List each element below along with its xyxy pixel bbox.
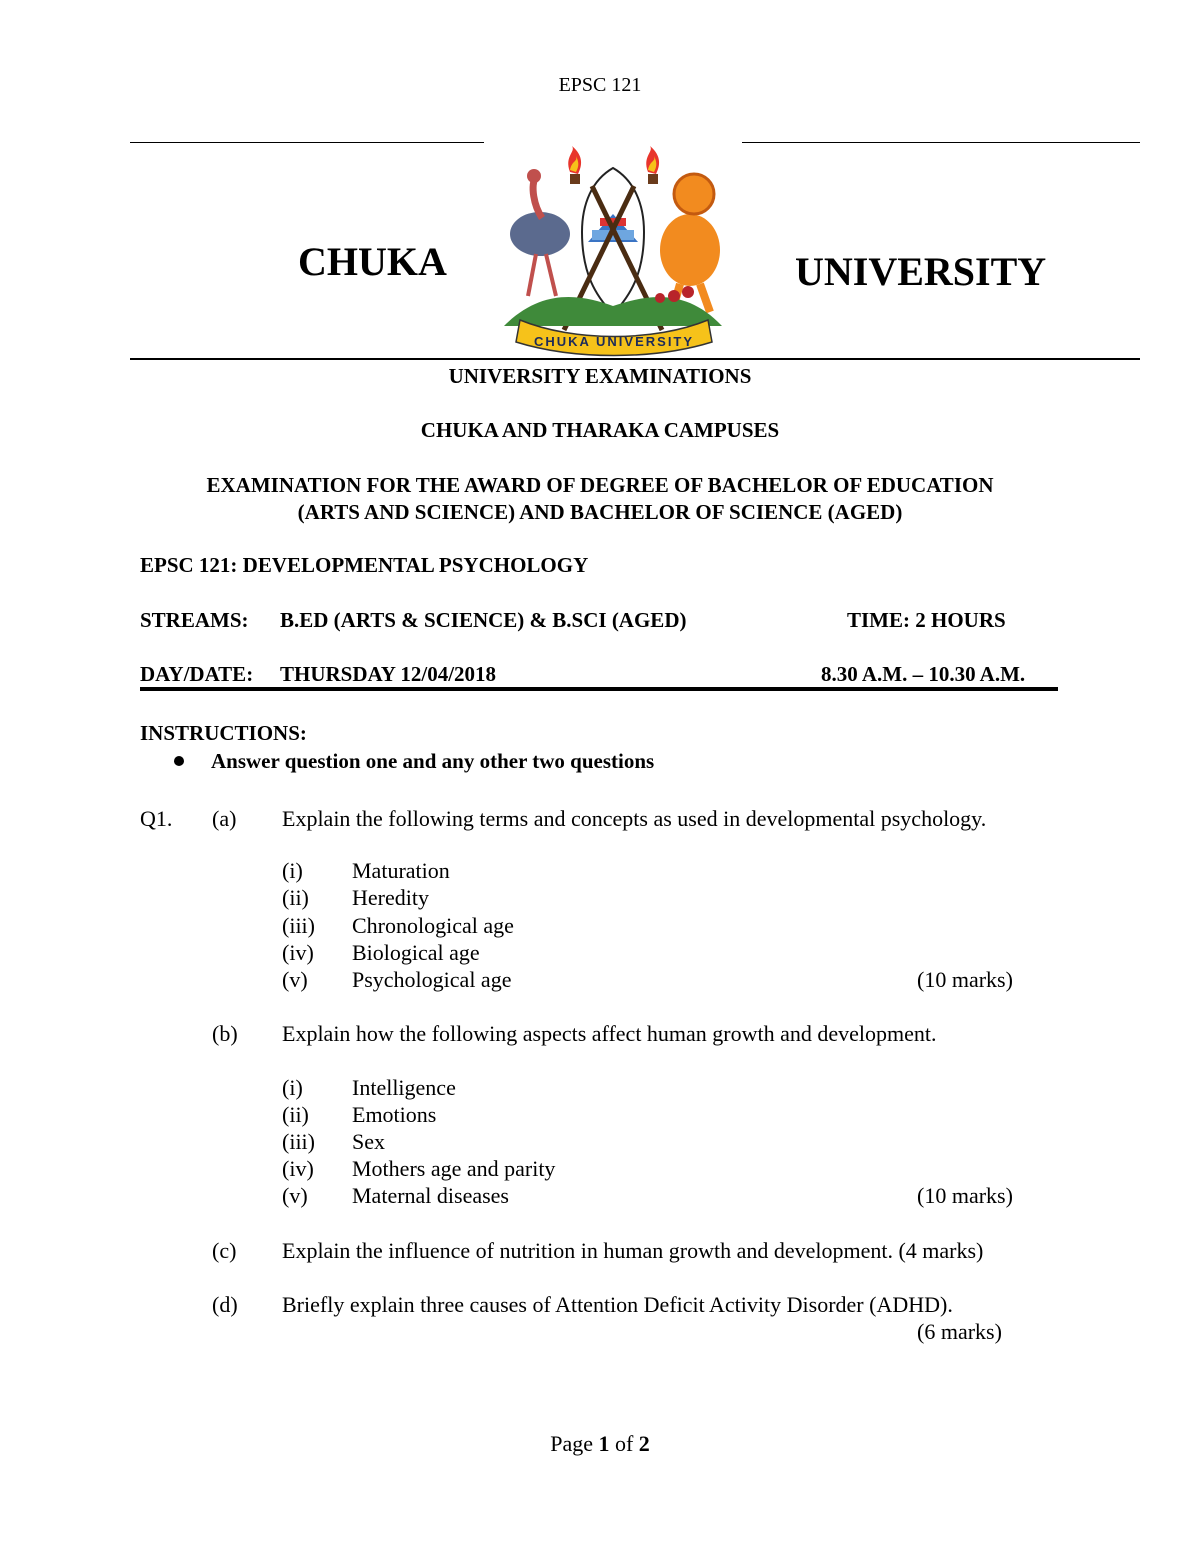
footer-of-word: of: [614, 1431, 634, 1456]
crest-lion: [660, 214, 720, 286]
q1a-item-iv: Biological age: [352, 940, 480, 965]
q1b-num-ii: (ii): [282, 1102, 309, 1127]
q1b-num-v: (v): [282, 1183, 308, 1208]
masthead-rule-top-left: [130, 142, 484, 143]
date-label: DAY/DATE:: [140, 662, 254, 686]
q1d-label: (d): [212, 1292, 238, 1317]
exam-time: 8.30 A.M. – 10.30 A.M.: [821, 662, 1026, 686]
masthead-rule-top-right: [742, 142, 1140, 143]
running-header: EPSC 121: [558, 74, 642, 96]
title-award-line-2: (ARTS AND SCIENCE) AND BACHELOR OF SCIENCE (AGED): [297, 500, 903, 524]
q1a-item-iii: Chronological age: [352, 913, 514, 938]
q1a-num-iii: (iii): [282, 913, 315, 938]
exam-duration: TIME: 2 HOURS: [847, 608, 1006, 632]
university-right-word: UNIVERSITY: [795, 249, 1047, 294]
university-crest-logo: [484, 146, 742, 358]
q1b-num-iii: (iii): [282, 1129, 315, 1154]
crest-banner-text: CHUKA UNIVERSITY: [533, 334, 695, 349]
q1a-text: Explain the following terms and concepts as used in developmental psychology.: [282, 806, 987, 831]
q1a-item-v: Psychological age: [352, 967, 512, 992]
q1b-marks: (10 marks): [917, 1183, 1013, 1208]
q1a-num-i: (i): [282, 858, 303, 883]
university-left-word: CHUKA: [298, 239, 447, 284]
date-value: THURSDAY 12/04/2018: [280, 662, 497, 686]
title-university-examinations: UNIVERSITY EXAMINATIONS: [448, 364, 752, 388]
instructions-heading: INSTRUCTIONS:: [140, 721, 307, 745]
q1b-item-i: Intelligence: [352, 1075, 456, 1100]
q1a-item-ii: Heredity: [352, 885, 429, 910]
page-footer: [0, 1431, 1200, 1457]
instruction-bullet-text: Answer question one and any other two questions: [211, 749, 655, 773]
q1b-num-i: (i): [282, 1075, 303, 1100]
q1b-item-v: Maternal diseases: [352, 1183, 509, 1208]
footer-current-page: 1: [598, 1431, 610, 1456]
q1a-marks: (10 marks): [917, 967, 1013, 992]
q1b-text: Explain how the following aspects affect human growth and development.: [282, 1021, 937, 1046]
question-1-label: Q1.: [140, 806, 173, 831]
q1a-label: (a): [212, 806, 237, 831]
q1c-text: Explain the influence of nutrition in human growth and development. (4 marks): [282, 1238, 984, 1263]
q1a-item-i: Maturation: [352, 858, 450, 883]
q1b-item-iii: Sex: [352, 1129, 385, 1154]
q1d-marks: (6 marks): [917, 1319, 1002, 1344]
q1b-label: (b): [212, 1021, 238, 1046]
q1b-item-iv: Mothers age and parity: [352, 1156, 556, 1181]
footer-page-word: Page: [550, 1431, 593, 1456]
title-campuses: CHUKA AND THARAKA CAMPUSES: [420, 418, 780, 442]
bullet-dot-icon: [174, 756, 184, 766]
streams-value: B.ED (ARTS & SCIENCE) & B.SCI (AGED): [280, 608, 687, 632]
title-award-line-1: EXAMINATION FOR THE AWARD OF DEGREE OF BACHELOR OF EDUCATION: [206, 473, 994, 497]
q1b-num-iv: (iv): [282, 1156, 314, 1181]
q1a-num-ii: (ii): [282, 885, 309, 910]
course-title: EPSC 121: DEVELOPMENTAL PSYCHOLOGY: [140, 553, 589, 577]
q1d-text: Briefly explain three causes of Attention Deficit Activity Disorder (ADHD).: [282, 1292, 953, 1317]
q1c-label: (c): [212, 1238, 237, 1263]
q1a-num-v: (v): [282, 967, 308, 992]
masthead-rule-bottom: [130, 358, 1140, 360]
q1b-item-ii: Emotions: [352, 1102, 437, 1127]
date-thick-rule: [140, 687, 1058, 691]
q1a-num-iv: (iv): [282, 940, 314, 965]
footer-total-pages: 2: [638, 1431, 650, 1456]
streams-label: STREAMS:: [140, 608, 249, 632]
